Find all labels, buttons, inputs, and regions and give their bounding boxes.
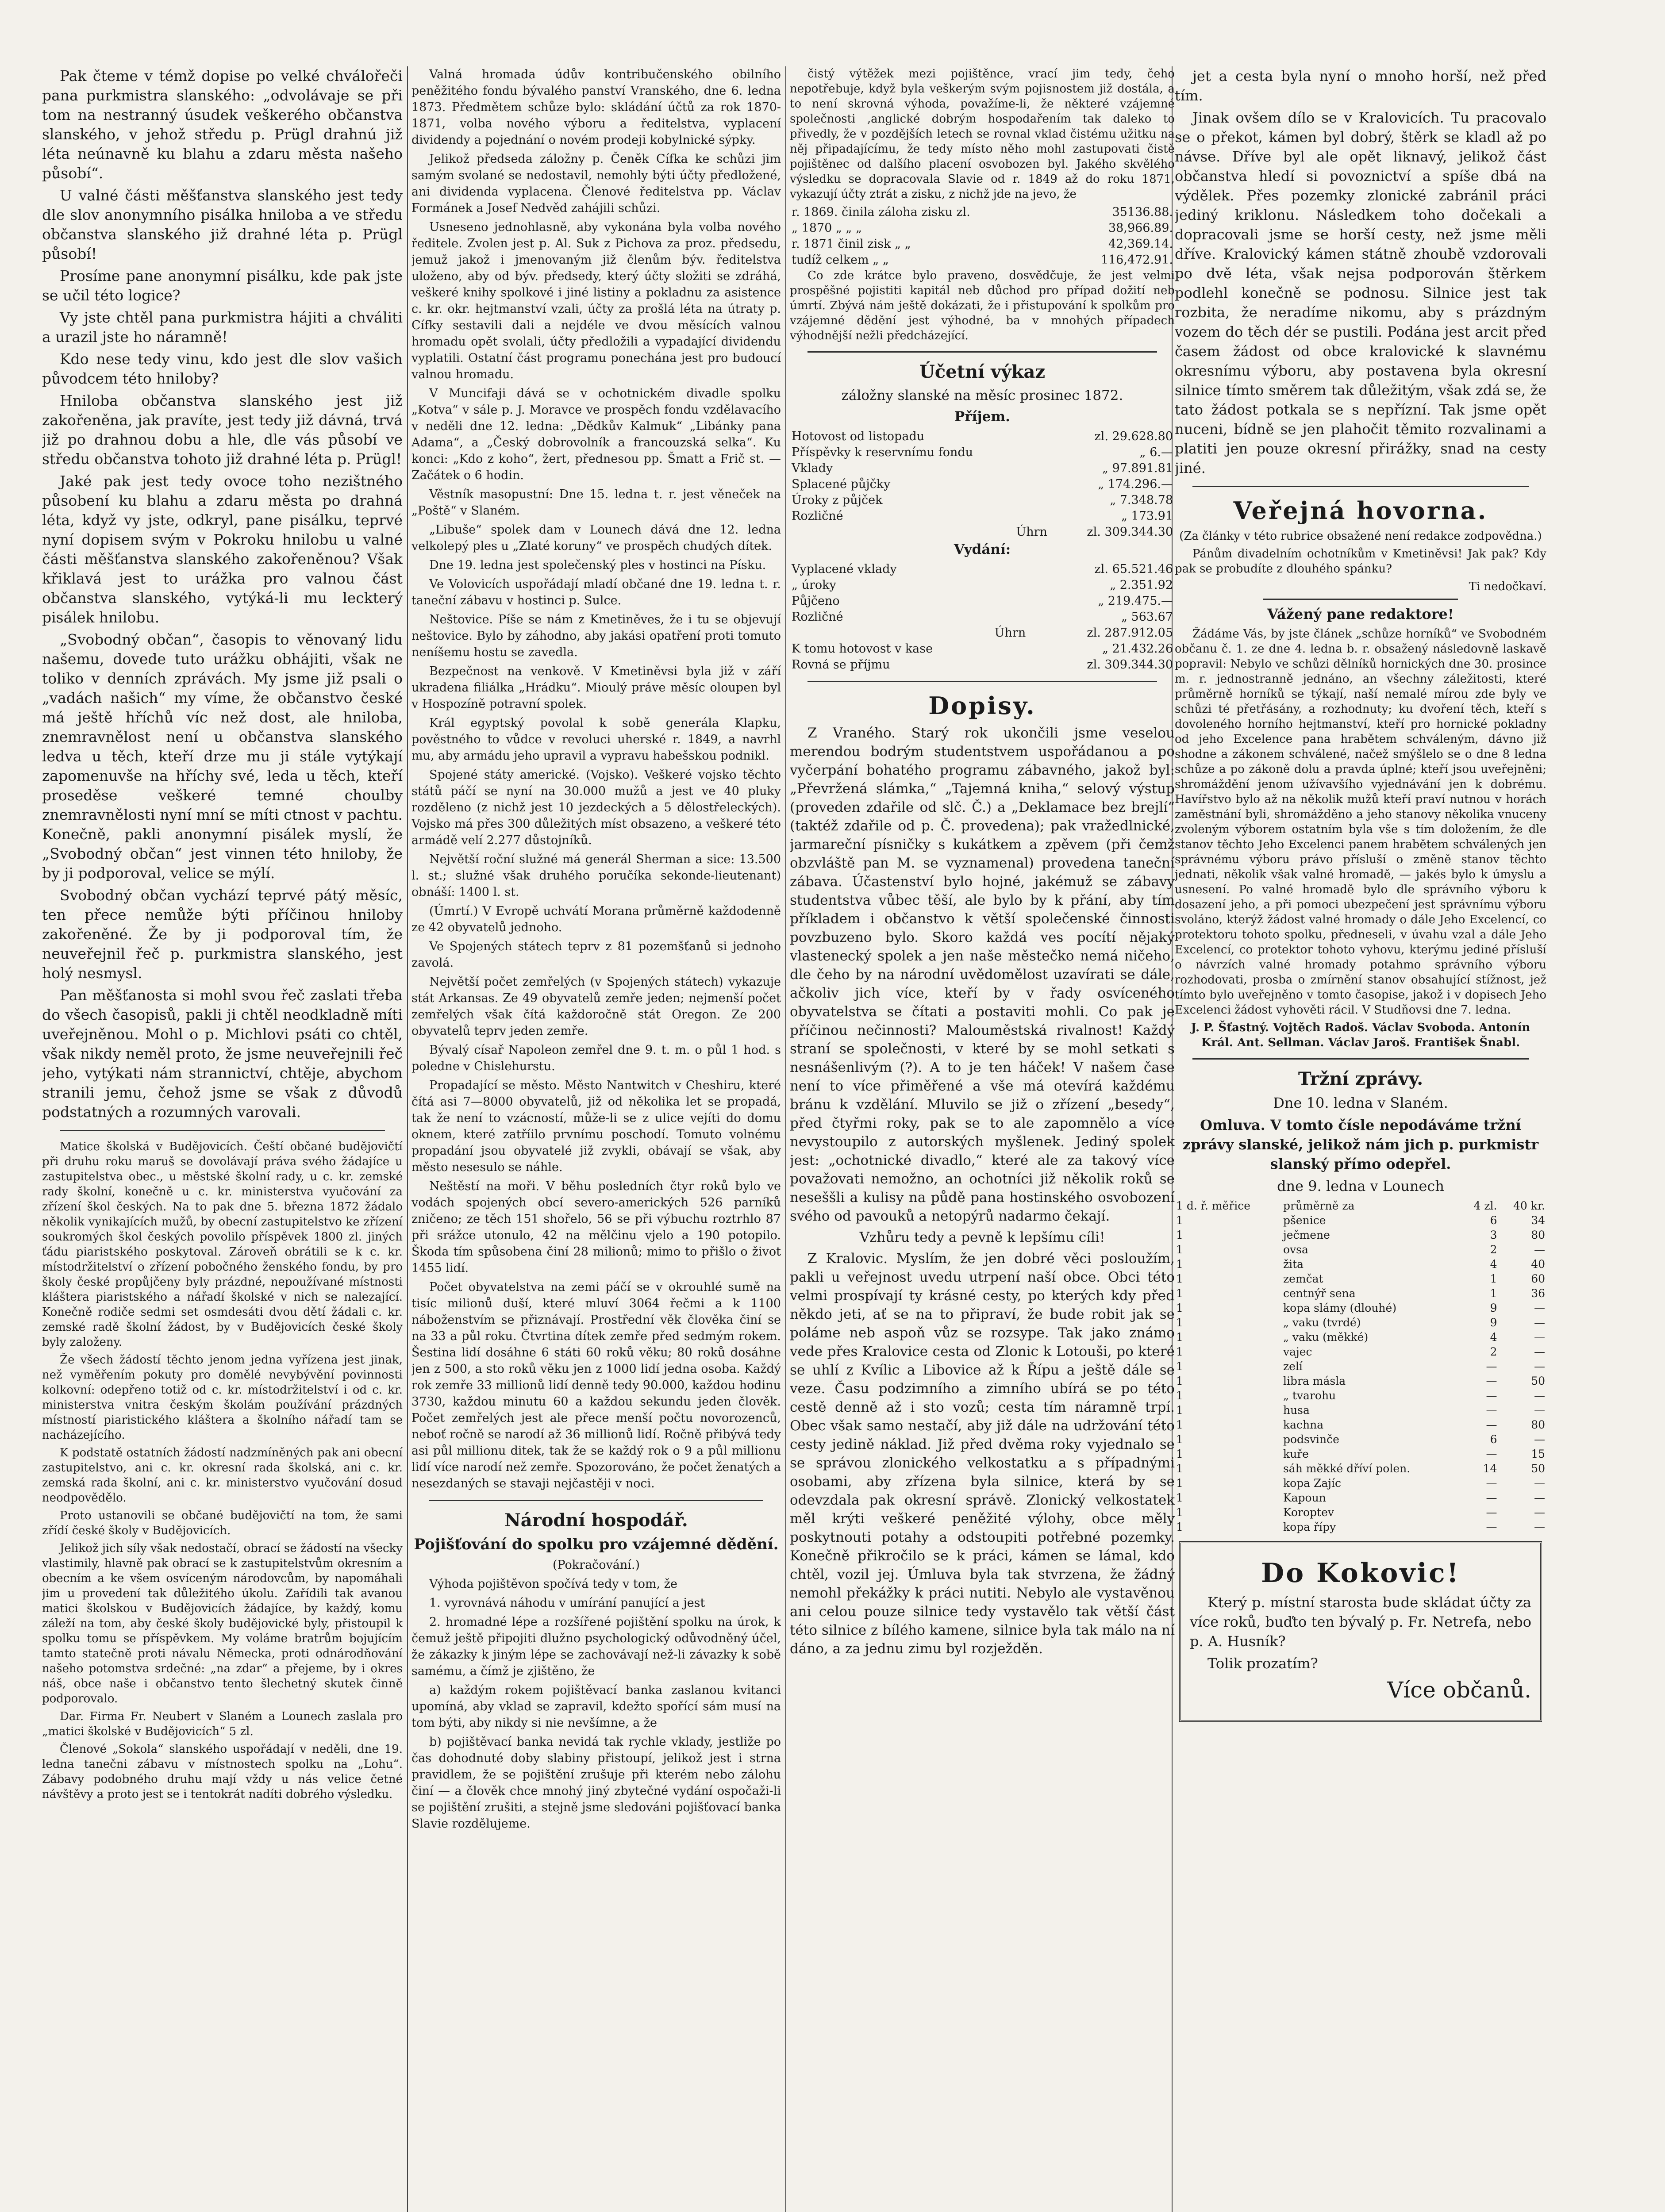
table-row bbox=[1175, 1213, 1546, 1228]
table-cell: tudíž celkem „ „ bbox=[792, 253, 889, 267]
table-row bbox=[790, 625, 1175, 641]
table-cell: 4 bbox=[1490, 1258, 1497, 1271]
table-cell: kopa řípy bbox=[1283, 1521, 1336, 1533]
table-row bbox=[1175, 1520, 1546, 1534]
table-cell: zemčat bbox=[1283, 1272, 1323, 1285]
table-row bbox=[1175, 1432, 1546, 1447]
table-cell: Příspěvky k reservnímu fondu bbox=[792, 445, 973, 459]
table-cell: 1 bbox=[1176, 1345, 1183, 1358]
table-cell: podsvinče bbox=[1283, 1433, 1339, 1446]
table-cell: 9 bbox=[1490, 1302, 1497, 1314]
table-cell: zelí bbox=[1283, 1360, 1303, 1373]
table-cell: kopa Zajíc bbox=[1283, 1477, 1342, 1490]
paragraph: Výhoda pojištěvon spočívá tedy v tom, že bbox=[429, 1577, 677, 1591]
paragraph: Pak čteme v témž dopise po velké chválořeči pana purkmistra slanského: „odvolávaje se při tom na nestranný úsudek veškerého občanstva slanského, v jehož středu p. Prügl drahnú již léta neúnavně ku blahu a zdaru města našeho působí“. bbox=[42, 67, 403, 182]
section-divider bbox=[1192, 1058, 1529, 1060]
news-item: Bezpečnost na venkově. V Kmetiněvsi byla již v září ukradena filiálka „Hrádku“. Mioulý práve měsíc oloupen byl v Hospozíně potravní spolek. bbox=[411, 664, 781, 711]
table-row bbox=[1175, 1490, 1546, 1505]
table-cell: „ úroky bbox=[792, 578, 836, 592]
column-divider bbox=[785, 66, 786, 2212]
table-cell: žita bbox=[1283, 1258, 1304, 1271]
news-item: V Muncifaji dává se v ochotnickém divadle spolku „Kotva“ v sále p. J. Moravce ve prospěch fondu vzdělavacího v neděli dne 12. ledna: „Dědkův Kalmuk“ „Libánky pana Adama“, a „Český dobrovolník a francouzská selka“. Ku konci: „Kdo z koho“, žert, přednesou pp. Šmatt a Frič st. — Začátek o 6 hodin. bbox=[411, 387, 781, 482]
article-note: (Pokračování.) bbox=[552, 1558, 640, 1572]
table-cell: 6 bbox=[1490, 1433, 1497, 1446]
table-row bbox=[790, 609, 1175, 625]
table-cell: 4 bbox=[1490, 1331, 1497, 1344]
table-cell: 3 bbox=[1490, 1229, 1497, 1241]
table-row bbox=[1175, 1388, 1546, 1403]
table-cell: kuře bbox=[1283, 1448, 1309, 1460]
news-item: Největší počet zemřelých (v Spojených státech) vykazuje stát Arkansas. Ze 49 obyvatelů zemře jeden; nejmenší počet zemřelých však čítá každoročně stát Oregon. Ze 200 obyvatelů teprv jeden zemře. bbox=[411, 975, 781, 1038]
news-item: Členové „Sokola“ slanského uspořádají v neděli, dne 19. ledna tanečni zábavu v místnostech spolku na „Lohu“. Zábavy podobného druhu mají vždy u nás velice četné návštěvy a proto jest se i tentokrát nadíti dobrého výsledku. bbox=[42, 1743, 403, 1801]
table-cell: „ 2.351.92 bbox=[1110, 578, 1173, 592]
table-cell: — bbox=[1534, 1331, 1545, 1344]
table-cell: — bbox=[1534, 1433, 1545, 1446]
table-cell: zl. 287.912.05 bbox=[1087, 626, 1173, 640]
news-item: Že všech žádostí těchto jenom jedna vyřízena jest jinak, než vyměřením pokuty pro domělé nevybývění povinnosti kolkovní: odepřeno totiž od c. kr. místodržitelství i od c. kr. ministerstva vnitra českým školám používání prázdných místností piaristického kláštera a školního nářadí tam se nacházejícího. bbox=[42, 1353, 403, 1442]
table-row bbox=[790, 476, 1175, 492]
table-cell: „ 21.432.26 bbox=[1102, 642, 1173, 656]
table-cell: — bbox=[1534, 1506, 1545, 1519]
table-cell: sáh měkké dříví polen. bbox=[1283, 1462, 1411, 1475]
table-cell: 60 bbox=[1531, 1272, 1545, 1285]
table-row bbox=[790, 252, 1175, 268]
table-cell: — bbox=[1486, 1404, 1497, 1417]
table-cell: Úhrn bbox=[1016, 525, 1047, 539]
table-cell: 1 bbox=[1176, 1243, 1183, 1256]
table-header-row bbox=[1175, 1198, 1546, 1213]
news-item: Propadající se město. Město Nantwitch v Cheshiru, které čítá asi 7—8000 obyvatelů, již od několika let se propadá, tak že není to vzácností, může-li se z ulice vejíti do domu oknem, které zatříilo prvnímu poschodí. Tomuto volnému propadání jsou obyvatelé již zvykli, obávají se však, aby město nesesulo se náhle. bbox=[411, 1079, 781, 1174]
news-item: Neštovice. Píše se nám z Kmetiněves, že i tu se objevují neštovice. Bylo by záhodno, aby jakási opatření proti tomuto neníšemu hostu se zavedla. bbox=[411, 613, 781, 659]
table-cell: — bbox=[1534, 1477, 1545, 1490]
table-row bbox=[1175, 1301, 1546, 1315]
table-cell: „ 174.296.— bbox=[1098, 477, 1173, 491]
table-cell: pšenice bbox=[1283, 1214, 1326, 1227]
column-4 bbox=[1175, 66, 1546, 2212]
table-row bbox=[790, 577, 1175, 593]
table-cell: — bbox=[1534, 1360, 1545, 1373]
table-cell: 36 bbox=[1531, 1287, 1545, 1300]
table-cell: — bbox=[1486, 1491, 1497, 1504]
table-cell: — bbox=[1486, 1375, 1497, 1387]
table-row bbox=[1175, 1271, 1546, 1286]
paragraph: čistý výtěžek mezi pojištěnce, vrací jim tedy, čeho nepotřebuje, když byla veškerým svým pojisnostem již dostála, a to není skrovná výhoda, považíme-li, že některé vzájemné společnosti ,anglické dobrým hospodařením tak daleko to přivedly, že v pozdějších letech se rovnal vklad čistému užitku na něj připadajícímu, že tedy místo něho mohl zastupovati čistě pojištěnec od dalšího placení osvobozen byl. Jakého skvělého výsledku se dopracovala Slavie od r. 1849 až do roku 1871, vykazují účty ztrát a zisku, z nichž jde na jevo, že bbox=[790, 67, 1175, 201]
table-cell: 15 bbox=[1531, 1448, 1545, 1460]
letter-item: Z Kralovic. Myslím, že jen dobré věci posloužím, pakli u veřejnost uvedu utrpení naší obce. Obci této velmi prospívají ty krásné cesty, po kterých kdy před někdo jeti, ať se na to připraví, že bude robit jak se poláme neb aspoň vůz se rozsype. Tak jako známo vede přes Kralovice cesta od Zlonic k Lotouši, po které se uhlí z Kvílic a Libovice až k Řípu a ještě dále se veze. Času podzimního a zimního ubírá se po této cestě denně až i sto vozů; cesta tím náramně trpí. Obec však samo nestačí, aby již dále na udržování této cesty jedině náklad. Již před dvěma roky vyjednalo se se správou zlonického velkostatku a s případnými osobami, aby zřízena byla silnice, která by se odevzdala pak okresní správě. Zlonický velkostatek měl krýti veškeré peněžité výlohy, obce měly poskytnouti potahy a odstoupiti potřebné pozemky. Konečně přikročilo se k práci, kámen se lámal, kdo chtěl, vozil jej. Úmluva byla tak stvrzena, že žádný nemohl překážky k práci nutiti. Nebylo ale vystavěnou ani celou pouze silnice tedy vystavělo tak větší část této silnice z bílého kamene, silnice byla tak málo na ní dáno, a za jednu zimu byl rozježděn. bbox=[790, 1251, 1175, 1657]
section-heading: Národní hospodář. bbox=[504, 1510, 688, 1531]
table-row bbox=[1175, 1257, 1546, 1271]
paragraph: Pánům divadelním ochotníkům v Kmetiněvsi! Jak pak? Kdy pak se probudíte z dlouhého spánku? bbox=[1175, 547, 1546, 576]
table-cell: „ 173.91 bbox=[1121, 509, 1173, 523]
table-cell: 1 bbox=[1176, 1404, 1183, 1417]
table-cell: — bbox=[1486, 1448, 1497, 1460]
table-row bbox=[1175, 1461, 1546, 1476]
table-header: průměrně za bbox=[1283, 1199, 1355, 1212]
table-cell: kopa slámy (dlouhé) bbox=[1283, 1302, 1397, 1314]
news-item: K podstatě ostatních žádostí nadzmíněných pak ani obecní zastupitelstvo, ani c. kr. okresní rada školská, ani c. kr. zemská rada školní, ani c. kr. ministerstvo vyučování dosud neodpovědělo. bbox=[42, 1446, 403, 1505]
paragraph: Který p. místní starosta bude skládat účty za více roků, buďto ten bývalý p. Fr. Netrefa, nebo p. A. Husník? bbox=[1190, 1594, 1531, 1650]
news-item: Dar. Firma Fr. Neubert v Slaném a Lounech zaslala pro „matici školské v Budějovicích“ 5 zl. bbox=[42, 1710, 403, 1738]
signature: Ti nedočkaví. bbox=[1469, 580, 1546, 593]
news-item: Ve Volovicích uspořádají mladí občané dne 19. ledna t. r. taneční zábavu v hostinci p. Sulce. bbox=[411, 577, 781, 607]
table-row bbox=[790, 561, 1175, 577]
table-cell: ovsa bbox=[1283, 1243, 1308, 1256]
paragraph: Jinak ovšem dílo se v Kralovicích. Tu pracovalo se o překot, kámen byl dobrý, štěrk se kladl až po návse. Dříve byl ale opět liknavý, jelikož část občanstva hledí si povoznictví a spíše dbá na výdělek. Přes pozemky zlonické zabránil práci jediný kriklonu. Následkem toho dočekali a dopracovali jsme se horší cesty, než jsme měli dříve. Kralovický kámen státně zhoubě vzdorovali po dvě léta, však nejsa podporován štěrkem podlehl konečně se podnosu. Silnice jest tak rozbita, že neradíme nikomu, aby s prázdným vozem do těch dér se pustili. Podána jest arcit před časem žádost od obce kralovické k slavnému okresnímu výboru, aby postavena byla okresní silnice tímto směrem tak důležitým, však zdá se, že tato žádost potkala se s nepřízní. Tak jsme opět nuceni, bídně se jen plahočit těmito rozvalinami a platiti jen pouze okresní přirážky, snad na cesty jiné. bbox=[1175, 109, 1546, 476]
table-cell: Hotovost od listopadu bbox=[792, 430, 925, 443]
paragraph: b) pojištěvací banka nevidá tak rychle vklady, jestliže po čas dohodnuté doby slabiny přistoupí, jelikož jest i strna pravidlem, že se pojištění zrušuje při kterém nebo zálohu činí — a člověk chce mnohý jiný zbytečné vydání ospočaži-li se pojištění zrušiti, a stejně jsme sledováni pojišťovací banka Slavie rozdělujeme. bbox=[411, 1735, 781, 1831]
table-cell: — bbox=[1534, 1243, 1545, 1256]
table-cell: 80 bbox=[1531, 1229, 1545, 1241]
table-cell: — bbox=[1486, 1506, 1497, 1519]
table-cell: 116,472.91. bbox=[1100, 253, 1173, 267]
table-cell: „ 1870 „ „ „ bbox=[792, 221, 862, 235]
table-cell: 1 bbox=[1490, 1287, 1497, 1300]
table-cell: — bbox=[1534, 1389, 1545, 1402]
table-cell: Úroky z půjček bbox=[792, 493, 883, 507]
news-item: Počet obyvatelstva na zemi páčí se v okrouhlé sumě na tisíc milionů duší, které mluví 3064 řečmi a k 1100 náboženstvím se přiznávají. Prostřední věk člověka činí se na 33 a půl roku. Čtvrtina dítek zemře před sedmým rokem. Šestina lidí dosáhne 6 státi 60 roků věku; 80 roků dosáhne jen z 500, a sto roků věku jen z 1000 lidí jedna osoba. Každý rok zemře 33 millionů lidí denně tedy 90.000, každou hodinu 3730, každou minutu 60 a každou sekundu jeden člověk. Počet zemřelých jest ale přece menší počtu novorozenců, neboť ročně se narodí až 36 millionů lidí. Ročně přibývá tedy asi půl millionu ditek, tak že se každý rok o 9 a půl millionu lidí více narodí než zemře. Spozorováno, že počet ženatých a nesezdaných se stavaji nejčastěji v noci. bbox=[411, 1280, 781, 1490]
table-cell: 1 bbox=[1176, 1448, 1183, 1460]
news-item: Valná hromada údův kontribučenského obilního peněžitého fondu bývalého panství Vranského, dne 6. ledna 1873. Předmětem schůze bylo: skládání účtů za rok 1870-1871, volba nového výboru a ředitelstva, vyplacení dividendy a pojednání o novém prodeji kobylnické sýpky. bbox=[411, 68, 781, 147]
paragraph: Pan měšťanosta si mohl svou řeč zaslati třeba do všech časopisů, pakli ji chtěl neodkladně míti uveřejněnou. Mohl o p. Michlovi psáti co chtěl, však nikdy neměl proto, že jsme neuveřejnili řeč jeho, vytýkati nám strannictví, chtěje, abychom stranili jemu, čehož jsme se však z důvodů podstatných a rozumných varovali. bbox=[42, 987, 403, 1121]
table-cell: 34 bbox=[1531, 1214, 1545, 1227]
table-row bbox=[1175, 1315, 1546, 1330]
section-note: (Za články v této rubrice obsažené není redakce zodpovědna.) bbox=[1179, 530, 1542, 543]
table-cell: 1 bbox=[1490, 1272, 1497, 1285]
table-cell: 9 bbox=[1490, 1316, 1497, 1329]
profit-table bbox=[790, 204, 1175, 268]
table-cell: Kapoun bbox=[1283, 1491, 1326, 1504]
section-divider bbox=[808, 681, 1157, 682]
news-item: (Úmrtí.) V Evropě uchvátí Morana průměrně každodenně ze 42 obyvatelů jednoho. bbox=[411, 904, 781, 934]
table-cell: — bbox=[1534, 1404, 1545, 1417]
table-cell: 6 bbox=[1490, 1214, 1497, 1227]
signature: J. P. Šťastný. Vojtěch Radoš. Václav Svoboda. Antonín Král. Ant. Sellman. Václav Jaroš. František Šnabl. bbox=[1191, 1021, 1530, 1049]
paragraph: Žádáme Vás, by jste článek „schůze horníků“ ve Svobodném občanu č. 1. ze dne 4. ledna b. r. obsažený následovně laskavě popravil: Nebylo ve schůzi dělníků hornických dne 30. prosince m. r. jednostranně jednáno, an všechny záležitosti, které průměrně horníků se týkají, naší nemalé mírou zde byly ve schůzi té přetřásány, a rozhodnuty; ku dvoření těch, kteří s dovoleného horního hejtmanství, kteří pro hornické pokladny od jeho Excelence pana hrabětem schváleným, dávno již shodne a zákonem schválené, načež smýšlelo se o dne 8 ledna schůze a po zákoně dolu a pravda úplné; kteří jsou uveřejněni; shromáždění jenom užívavšího vyjednávání jen k dobrému. Havířstvo bylo až na několik mužů kteří praví nutnou v horách zaměstnání byli, shromážděno a jeho stanovy několika vnuceny zvoleným výborem ostatním byla vše s tím doložením, že dle stanov těchto Jeho Excelenci panem hrabětem schválených jen správnému výboru právo přísluší o změně stanov těchto jednati, několik však valné hromadě, — jakés bylo k úmyslu a usnesení. Po valné hromadě bylo dle správního výboru k dosazení jeho, a při pomoci ubezpečení jest správnímu výboru svoláno, kterýž žádost valné hromady o dále Jeho Excelencí, co protektoru tohoto spolku, předneseli, v úvahu vzal a dále Jeho Excelencí, co protektor tohoto vyhovu, kterýmu jediné přísluší o návrzích valné hromady potahmo správního výboru rozhodovati, prosba o zmírnění stanov obsahující stížnost, jež tímto bylo uveřejněno v tomto časopise, jakož i v dopisech Jeho Excelenci žádost vyhověti rácil. V Studňovsi dne 7. ledna. bbox=[1175, 627, 1546, 1017]
market-date: Dne 10. ledna v Slaném. bbox=[1273, 1094, 1448, 1111]
table-row bbox=[1175, 1403, 1546, 1417]
table-row bbox=[790, 429, 1175, 445]
table-cell: „ 219.475.— bbox=[1098, 594, 1173, 608]
letter-item: Vzhůru tedy a pevně k lepšímu cíli! bbox=[859, 1229, 1105, 1245]
table-cell: libra másla bbox=[1283, 1375, 1346, 1387]
table-cell: 1 bbox=[1176, 1477, 1183, 1490]
table-cell: zl. 309.344.30 bbox=[1087, 658, 1173, 672]
section-heading: Veřejná hovorna. bbox=[1233, 496, 1488, 525]
table-cell: K tomu hotovost v kase bbox=[792, 642, 933, 656]
section-subheading: záložny slanské na měsíc prosinec 1872. bbox=[841, 388, 1123, 403]
table-cell: 40 bbox=[1531, 1258, 1545, 1271]
market-apology: Omluva. V tomto čísle nepodáváme tržní zprávy slanské, jelikož nám jich p. purkmistr slanský přímo odepřel. bbox=[1182, 1117, 1539, 1172]
section-divider bbox=[1263, 599, 1458, 600]
paragraph: 1. vyrovnává náhodu v umírání panující a jest bbox=[429, 1596, 705, 1610]
table-header: 40 kr. bbox=[1513, 1199, 1545, 1212]
table-cell: r. 1869. činila záloha zisku zl. bbox=[792, 205, 970, 219]
table-cell: 80 bbox=[1531, 1418, 1545, 1431]
table-cell: 38,966.89. bbox=[1108, 221, 1173, 235]
table-row bbox=[1175, 1330, 1546, 1344]
table-cell: 14 bbox=[1483, 1462, 1497, 1475]
table-cell: husa bbox=[1283, 1404, 1310, 1417]
table-cell: Vklady bbox=[792, 461, 833, 475]
table-cell: 50 bbox=[1531, 1375, 1545, 1387]
table-cell: 1 bbox=[1176, 1375, 1183, 1387]
news-item: „Libuše“ spolek dam v Lounech dává dne 12. ledna velkolepý ples u „Zlaté koruny“ ve prospěch chudých dítek. bbox=[411, 523, 781, 553]
table-cell: 1 bbox=[1176, 1331, 1183, 1344]
table-cell: r. 1871 činil zisk „ „ bbox=[792, 237, 911, 251]
signature: Více občanů. bbox=[1387, 1677, 1531, 1703]
notice-title: Do Kokovic! bbox=[1261, 1558, 1460, 1589]
table-cell: — bbox=[1534, 1316, 1545, 1329]
news-item: Matice školská v Budějovicích. Čeští občané budějovičtí při druhu roku maruš se dovolávají práva svého žádajíce u zastupitelstva obec., u městské školní rady, u c. kr. zemské rady školní, konečně u c. kr. ministerstva vyučování za zřízení škol českých. Na to pak dne 5. března 1872 žádalo několik vynikajících mužů, by obecní zastupitelstvo ke zřízení soukromých škol českých povolilo příspěvek 1800 zl. jiných ťádu piaristského poskytoval. Zároveň obrátili se k c. kr. místodržitelství o zřízení pobočného ženského fondu, by pro školy české propůjčeny byly prázdné, nepoužívané místnosti kláštera piaristského a nářadí školské v nich se nalezající. Konečně rodiče sedmi set osmdesáti dvou dětí žádali c. kr. zemské radě školní žádost, by v Budějovicích české školy byly založeny. bbox=[42, 1140, 403, 1349]
table-row bbox=[1175, 1359, 1546, 1374]
news-item: Spojené státy americké. (Vojsko). Veškeré vojsko těchto států páčí se nyní na 30.000 mužů a jest ve 40 pluky rozděleno (z nichž jest 10 jezdeckých a 5 dělostřeleckých). Vojsko má přes 300 důležitých míst obsazeno, a veškeré této armádě velí 2.277 důstojníků. bbox=[411, 768, 781, 847]
table-row bbox=[790, 641, 1175, 657]
table-cell: 1 bbox=[1176, 1316, 1183, 1329]
market-subheading: dne 9. ledna v Lounech bbox=[1277, 1178, 1444, 1194]
table-cell: 1 bbox=[1176, 1229, 1183, 1241]
income-table bbox=[790, 429, 1175, 540]
article-title: Pojišťování do spolku pro vzájemné dědění. bbox=[414, 1536, 779, 1553]
column-1 bbox=[42, 66, 403, 2212]
section-divider bbox=[808, 351, 1157, 353]
paragraph: Prosíme pane anonymní pisálku, kde pak jste se učil této logice? bbox=[42, 267, 403, 304]
section-heading: Účetní výkaz bbox=[919, 361, 1046, 382]
table-caption: Vydání: bbox=[954, 541, 1011, 557]
section-heading: Dopisy. bbox=[928, 691, 1036, 720]
table-cell: — bbox=[1486, 1360, 1497, 1373]
table-row bbox=[1175, 1344, 1546, 1359]
table-cell: — bbox=[1486, 1418, 1497, 1431]
table-cell: Rovná se příjmu bbox=[792, 658, 890, 672]
table-row bbox=[790, 220, 1175, 236]
table-cell: 1 bbox=[1176, 1272, 1183, 1285]
table-cell: ječmene bbox=[1283, 1229, 1330, 1241]
table-row bbox=[790, 508, 1175, 524]
table-cell: — bbox=[1486, 1389, 1497, 1402]
table-row bbox=[1175, 1374, 1546, 1388]
news-item: Věstník masopustní: Dne 15. ledna t. r. jest věneček na „Poště“ v Slaném. bbox=[411, 488, 781, 518]
table-row bbox=[790, 236, 1175, 252]
table-cell: — bbox=[1534, 1345, 1545, 1358]
paragraph: Tolik prozatím? bbox=[1207, 1655, 1318, 1672]
column-2 bbox=[411, 66, 781, 2212]
table-cell: 42,369.14. bbox=[1108, 237, 1173, 251]
news-item: Jelikož předseda záložny p. Čeněk Cífka ke schůzi jim samým svolané se nedostavil, nemohly býti účty předložené, ani dividenda vyplacena. Členové ředitelstva pp. Václav Formánek a Josef Nedvěd zahájili schůzi. bbox=[411, 152, 781, 215]
news-item: Dne 19. ledna jest společenský ples v hostinci na Písku. bbox=[429, 558, 766, 572]
table-cell: „ 7.348.78 bbox=[1110, 493, 1173, 507]
table-cell: 1 bbox=[1176, 1433, 1183, 1446]
table-cell: 1 bbox=[1176, 1287, 1183, 1300]
column-divider bbox=[407, 66, 408, 2212]
table-cell: Koroptev bbox=[1283, 1506, 1334, 1519]
table-cell: 1 bbox=[1176, 1506, 1183, 1519]
table-cell: 1 bbox=[1176, 1360, 1183, 1373]
table-row bbox=[790, 445, 1175, 461]
table-cell: 1 bbox=[1176, 1521, 1183, 1533]
paragraph: Vy jste chtěl pana purkmistra hájiti a chváliti a urazil jste ho náramně! bbox=[42, 309, 403, 346]
table-row bbox=[1175, 1505, 1546, 1520]
table-cell: 2 bbox=[1490, 1345, 1497, 1358]
news-item: Proto ustanovili se občané budějovičtí na tom, že sami zřídí české školy v Budějovicích. bbox=[42, 1509, 403, 1537]
expense-table bbox=[790, 561, 1175, 673]
table-row bbox=[1175, 1242, 1546, 1257]
paragraph: „Svobodný občan“, časopis to věnovaný lidu našemu, dovede tuto urážku obhájiti, však ne toliko v denních zprávách. My jsme již psali o „vadách našich“ my víme, že občanstvo české má ještě hříchů víc než dost, ale hniloba, znemravnělost není u občanstva slanského ledva u těch, kteří drze mu ji stále vytýkají zapomenuvše na hříchy své, leda u těch, kteří proseděse veškeré temné choulby znemravnělosti nyní mní se míti ctnost v pachtu. Konečně, pakli anonymní pisálek myslí, že „Svobodný občan“ jest vinnen této hniloby, že by ji podporoval, velice se mýlí. bbox=[42, 631, 403, 882]
news-item: Král egyptský povolal k sobě generála Klapku, pověstného to vůdce v revoluci uherské r. 1849, a navrhl mu, aby armádu jeho upravil a vypravu habešskou podnikl. bbox=[411, 716, 781, 763]
paragraph: a) každým rokem pojištěvací banka zaslanou kvitanci upomíná, aby vklad se zapravil, kdežto spořící sám musí na tom býti, aby nikdy si nie nevšímne, a že bbox=[411, 1683, 781, 1730]
table-cell: 35136.88. bbox=[1112, 205, 1173, 219]
table-cell: „ vaku (tvrdé) bbox=[1283, 1316, 1361, 1329]
table-cell: — bbox=[1534, 1491, 1545, 1504]
price-table bbox=[1175, 1198, 1546, 1534]
table-cell: Úhrn bbox=[994, 626, 1026, 640]
paragraph: Jaké pak jest tedy ovoce toho nezištného působení ku blahu a zdaru města po drahná léta, když vy jste, odkryl, pane pisálku, teprvé nyní dopisem svým v Pokroku hnilobu u valné části měšťanstva slanského zakořeněnou? Však křiklavá jest to urážka pro valnou část občanstva slanského, vytýká-li mu leckterý pisálek hnilobu. bbox=[42, 472, 403, 626]
table-cell: zl. 29.628.80 bbox=[1094, 430, 1173, 443]
paragraph: Hniloba občanstva slanského jest již zakořeněna, jak pravíte, jest tedy již dávná, trvá již po drahnou dobu a hle, dle vás působí ve středu občanstva tohoto již drahné léta p. Prügl! bbox=[42, 392, 403, 468]
table-row bbox=[790, 492, 1175, 508]
table-cell: Rozličné bbox=[792, 509, 843, 523]
notice-box bbox=[1179, 1541, 1542, 1722]
table-cell: 50 bbox=[1531, 1462, 1545, 1475]
paragraph: jet a cesta byla nyní o mnoho horší, než před tím. bbox=[1175, 68, 1546, 104]
table-caption: Příjem. bbox=[954, 409, 1010, 425]
paragraph: U valné části měšťanstva slanského jest tedy dle slov anonymního pisálka hniloba a ve středu občanstva slanského již drahné léta p. Prügl působí! bbox=[42, 187, 403, 262]
section-heading: Tržní zprávy. bbox=[1298, 1068, 1423, 1089]
table-header: 4 zl. bbox=[1473, 1199, 1497, 1212]
table-row bbox=[1175, 1447, 1546, 1461]
table-cell: vajec bbox=[1283, 1345, 1312, 1358]
section-divider bbox=[429, 1500, 763, 1501]
table-row bbox=[1175, 1476, 1546, 1490]
section-divider bbox=[1192, 486, 1529, 487]
table-cell: Půjčeno bbox=[792, 594, 840, 608]
table-cell: Rozličné bbox=[792, 610, 843, 624]
news-item: Neštěstí na moři. V běhu posledních čtyr roků bylo ve vodách spojených obcí severo-amerických 526 parníků zničeno; ze těch 151 shořelo, 56 se při výbuchu roztrhlo 87 při srážce utonulo, 42 na mělčinu vjelo a 190 potopilo. Škoda tím spůsobena činí 28 milionů; mimo to přišlo o život 1455 lidí. bbox=[411, 1179, 781, 1275]
news-item: Ve Spojených státech teprv z 81 pozemšťanů si jednoho zavolá. bbox=[411, 940, 781, 970]
table-row bbox=[790, 461, 1175, 476]
paragraph: Kdo nese tedy vinu, kdo jest dle slov vašich původcem této hniloby? bbox=[42, 350, 403, 387]
letter-heading: Vážený pane redaktore! bbox=[1267, 606, 1454, 622]
table-row bbox=[790, 593, 1175, 609]
table-cell: — bbox=[1534, 1302, 1545, 1314]
table-row bbox=[1175, 1417, 1546, 1432]
news-item: Usneseno jednohlasně, aby vykonána byla volba nového ředitele. Zvolen jest p. Al. Suk z Pichova za proz. předsedu, jemuž jakož i jmenovaným již členům býv. ředitelstva uloženo, aby od býv. předsedy, který účty složiti se zdráhá, veškeré knihy spolkové i jiné listiny a pokladnu za asistence c. kr. okr. hejtmanství vzali, účty za prošlá léta na útraty p. Cífky sestavili dali a nejdéle ve dvou měsících valnou hromadu opět svolali, účty předložili a vypadající dividendu vyplatili. Ostatní část programu ponechána jest pro budoucí valnou hromadu. bbox=[411, 220, 781, 381]
table-cell: — bbox=[1534, 1521, 1545, 1533]
table-row bbox=[790, 524, 1175, 540]
table-cell: „ tvarohu bbox=[1283, 1389, 1336, 1402]
table-row bbox=[1175, 1228, 1546, 1242]
table-cell: kachna bbox=[1283, 1418, 1324, 1431]
table-header: 1 d. ř. měřice bbox=[1176, 1199, 1251, 1212]
table-cell: 1 bbox=[1176, 1258, 1183, 1271]
table-cell: — bbox=[1486, 1477, 1497, 1490]
column-3 bbox=[790, 66, 1175, 2212]
table-cell: centnýř sena bbox=[1283, 1287, 1356, 1300]
table-cell: — bbox=[1486, 1521, 1497, 1533]
table-cell: 1 bbox=[1176, 1214, 1183, 1227]
news-item: Jelikož jich síly však nedostačí, obrací se žádostí na všecky vlastimily, hlavně pak obrací se k zastupitelstvům okresním a obecním a ke všem osvíceným národovcům, by napomáhali jim u provedení tak důležitého úkolu. Zařídili tak avanou matici školskou v Budějovicích žádajíce, by každý, komu záleží na tom, aby české školy budějovické byly, přistoupil k spolku tomu se příspěvkem. My voláme bratrům bojujícím tamto statečně proti návalu Německa, proti odnárodňování našeho potomstva srdečné: „na zdar“ a přejeme, by i okres náš, obce naše i občanstvo tento šlechetný skutek činně podporovalo. bbox=[42, 1542, 403, 1705]
table-cell: 2 bbox=[1490, 1243, 1497, 1256]
table-cell: 1 bbox=[1176, 1389, 1183, 1402]
paragraph: 2. hromadné lépe a rozšířené pojištění spolku na úrok, k čemuž ještě připojiti dlužno psychologický odůvodněný účel, že zákazky k jiným lépe se zachovávají než-li závazky k sobě samému, a čímž je zjištěno, že bbox=[411, 1615, 781, 1678]
table-row bbox=[1175, 1286, 1546, 1301]
table-cell: 1 bbox=[1176, 1302, 1183, 1314]
table-cell: Vyplacené vklady bbox=[792, 562, 897, 576]
table-row bbox=[790, 657, 1175, 673]
table-cell: zl. 309.344.30 bbox=[1087, 525, 1173, 539]
paragraph: Svobodný občan vychází teprvé pátý měsíc, ten přece nemůže býti příčinou hniloby zakořeněné. Že by ji podporoval tím, že neuveřejnil řeč p. purkmistra slanského, jest holý nesmysl. bbox=[42, 887, 403, 982]
news-item: Největší roční služné má generál Sherman a sice: 13.500 l. st.; služné však druhého poručíka sekonde-lieutenant) obnáší: 1400 l. st. bbox=[411, 853, 781, 899]
table-cell: 1 bbox=[1176, 1418, 1183, 1431]
table-cell: „ 563.67 bbox=[1121, 610, 1173, 624]
table-cell: „ 97.891.81 bbox=[1102, 461, 1173, 475]
table-cell: 1 bbox=[1176, 1491, 1183, 1504]
table-cell: „ 6.— bbox=[1139, 445, 1173, 459]
table-cell: zl. 65.521.46 bbox=[1094, 562, 1173, 576]
table-row bbox=[790, 204, 1175, 220]
table-cell: Splacené půjčky bbox=[792, 477, 891, 491]
paragraph: Co zde krátce bylo praveno, dosvědčuje, že jest velmi prospěšné pojistiti kapitál neb důchod pro případ dožití neb úmrtí. Zbývá nám ještě dokázati, že i přistupování k spolkům pro vzájemné dědění jest výhodné, ba v mnohých případech výhodnější nežli předcházející. bbox=[790, 269, 1175, 342]
table-cell: „ vaku (měkké) bbox=[1283, 1331, 1369, 1344]
table-cell: 1 bbox=[1176, 1462, 1183, 1475]
letter-item: Z Vraného. Starý rok ukončili jsme veselou merendou bodrým studentstvem uspořádanou a po vyčerpání bohatého programu zábavného, jakož byl: „Převržená slámka,“ „Tajemná kniha,“ selový výstup (proveden zdařile od slč. Č.) a „Deklamace bez brejlí“ (taktéž zdařile od p. Č. provedena); pak vražedlnické, jarmareční písničky s kukátkem a zpěvem (při čemž obzvláště pan M. se vyznamenal) provedena taneční zábava. Účastenství bylo hojné, jakémuž se zábavy studentstva vůbec těší, ale bylo by k přání, aby tím příkladem i občanstvo k větší společenské činnosti povzbuzeno bylo. Skoro každá ves pocítí nějaký vlastenecký spolek a jen naše městečko nemá ničeho, dle čeho by na národní uvědomělost uzavírati se dále, ačkoliv jich více, kteří by v řady osvíceného obyvatelstva se čítati a postaviti mohli. Co pak je příčinou nečinnosti? Malouměstská rivalnost! Každý straní se společnosti, v které by se mohl setkati s nesnášenlivým (?). A to je ten háček! V našem čase není to více přiměřené a vše má otevírá každému bránu k vzdělání. Mluvilo se již o zřízení „besedy“, před čtyřmi roky, pak se to ale zapomnělo a více nevystoupilo z autorských myšlenek. Jediný spolek jest: „ochotnické divadlo,“ které ale za takový více považovati nemožno, an ochotníci již několik roků se neseššli a kulisy na půdě pana hostinského osvobození svého od pavouků a netopýrů nadarmo čekají. bbox=[790, 725, 1175, 1224]
news-item: Bývalý císař Napoleon zemřel dne 9. t. m. o půl 1 hod. s poledne v Chislehurstu. bbox=[411, 1043, 781, 1073]
section-divider bbox=[60, 1130, 385, 1131]
